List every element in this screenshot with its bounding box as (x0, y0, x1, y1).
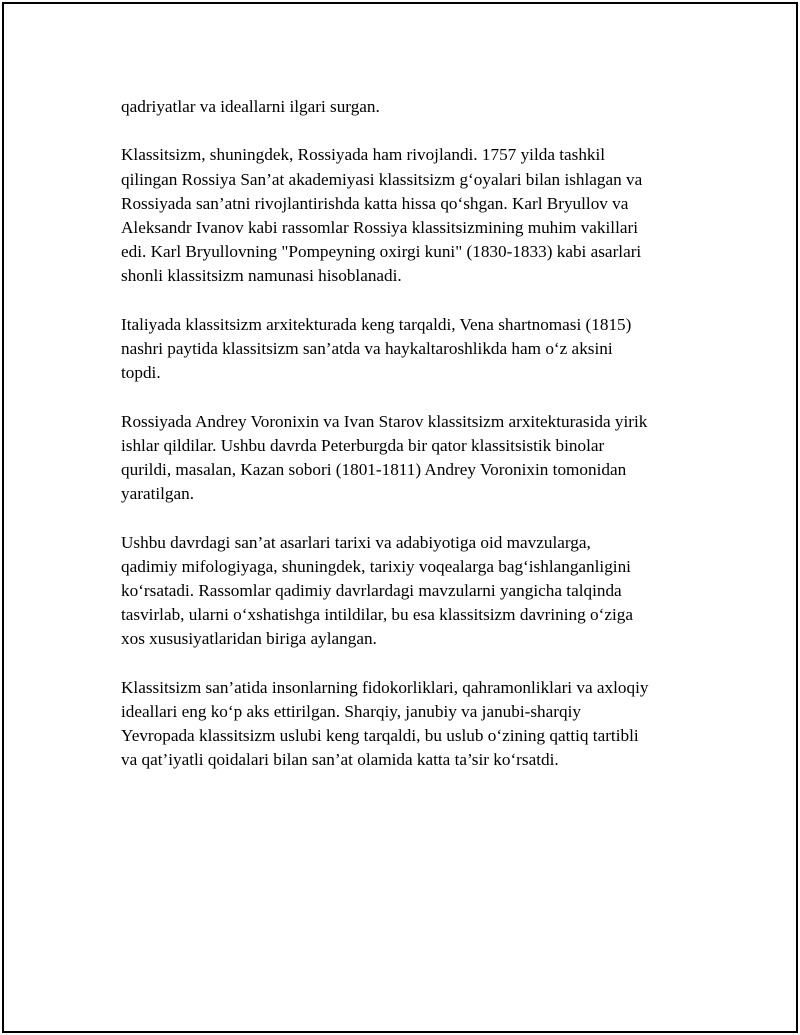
paragraph-6: Klassitsizm san’atida insonlarning fidokorliklari, qahramonliklari va axloqiy ideallari eng ko‘p aks ettirilgan. Sharqiy, janubiy va janubi-sharqiy Yevropada klassitsizm uslubi keng tarqaldi, bu uslub o‘zining qattiq tartibli va qat’iyatli qoidalari bilan san’at olamida katta ta’sir ko‘rsatdi. (121, 677, 649, 770)
paragraph-3: Italiyada klassitsizm arxitekturada keng tarqaldi, Vena shartnomasi (1815) nashri paytida klassitsizm san’atda va haykaltaroshlikda ham o‘z aksini topdi. (121, 314, 632, 383)
paragraph-1: qadriyatlar va ideallarni ilgari surgan. (121, 97, 380, 116)
paragraph-4: Rossiyada Andrey Voronixin va Ivan Starov klassitsizm arxitekturasida yirik ishlar qildilar. Ushbu davrda Peterburgda bir qator klassitsistik binolar qurildi, masalan, Kazan sobori (1801-1811) Andrey Voronixin tomonidan yaratilgan. (121, 411, 648, 504)
paragraph-5: Ushbu davrdagi san’at asarlari tarixi va adabiyotiga oid mavzularga, qadimiy mifologiyaga, shuningdek, tarixiy voqealarga bag‘ishlanganligini ko‘rsatadi. Rassomlar qadimiy davrlardagi mavzularni yangicha talqinda tasvirlab, ularni o‘xshatishga intildilar, bu esa klassitsizm davrining o‘ziga xos xususiyatlaridan biriga aylangan. (121, 532, 633, 649)
document-body (121, 95, 711, 797)
page-frame (2, 2, 798, 1033)
paragraph-2: Klassitsizm, shuningdek, Rossiyada ham rivojlandi. 1757 yilda tashkil qilingan Rossiya San’at akademiyasi klassitsizm g‘oyalari bilan ishlagan va Rossiyada san’atni rivojlantirishda katta hissa qo‘shgan. Karl Bryullov va Aleksandr Ivanov kabi rassomlar Rossiya klassitsizmining muhim vakillari edi. Karl Bryullovning "Pompeyning oxirgi kuni" (1830-1833) kabi asarlari shonli klassitsizm namunasi hisoblanadi. (121, 145, 643, 286)
